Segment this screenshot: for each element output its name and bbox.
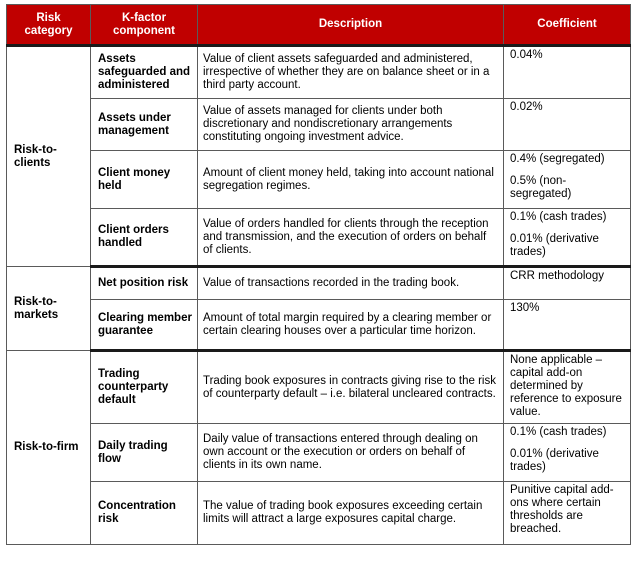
component-coefficient: 0.1% (cash trades) 0.01% (derivative trades) [504, 209, 631, 267]
header-risk-category: Risk category [7, 5, 91, 46]
table-row [7, 46, 631, 99]
component-description: Value of orders handled for clients through the reception and transmission, and the execution of orders on behalf of clients. [198, 209, 504, 267]
component-description: Daily value of transactions entered through dealing on own account or the execution or orders on behalf of clients in its own name. [198, 424, 504, 482]
component-coefficient: None applicable – capital add-on determined by reference to exposure value. [504, 351, 631, 424]
component-name: Trading counterparty default [91, 351, 198, 424]
table-row [7, 99, 631, 151]
component-name: Clearing member guarantee [91, 300, 198, 351]
component-coefficient: 0.1% (cash trades) 0.01% (derivative trades) [504, 424, 631, 482]
category-risk-to-firm: Risk-to-firm [7, 351, 91, 545]
header-description: Description [198, 5, 504, 46]
table-row [7, 209, 631, 267]
component-coefficient: 0.04% [504, 46, 631, 99]
table-row [7, 151, 631, 209]
component-coefficient: 0.02% [504, 99, 631, 151]
component-name: Assets safeguarded and administered [91, 46, 198, 99]
component-name: Client money held [91, 151, 198, 209]
category-risk-to-markets: Risk-to-markets [7, 267, 91, 351]
component-description: Value of client assets safeguarded and administered, irrespective of whether they are on balance sheet or in a third party account. [198, 46, 504, 99]
component-description: Value of assets managed for clients under both discretionary and nondiscretionary arrangements constituting ongoing investment advice. [198, 99, 504, 151]
table-row [7, 351, 631, 424]
component-description: Value of transactions recorded in the trading book. [198, 267, 504, 300]
component-name: Net position risk [91, 267, 198, 300]
component-name: Assets under management [91, 99, 198, 151]
header-k-factor-component: K-factor component [91, 5, 198, 46]
component-name: Client orders handled [91, 209, 198, 267]
header-coefficient: Coefficient [504, 5, 631, 46]
table-row [7, 482, 631, 545]
table-row [7, 300, 631, 351]
component-coefficient: CRR methodology [504, 267, 631, 300]
component-description: Amount of client money held, taking into account national segregation regimes. [198, 151, 504, 209]
component-name: Concentration risk [91, 482, 198, 545]
component-coefficient: 130% [504, 300, 631, 351]
table-header-row [7, 5, 631, 46]
component-coefficient: 0.4% (segregated) 0.5% (non-segregated) [504, 151, 631, 209]
k-factor-table [6, 4, 631, 545]
component-name: Daily trading flow [91, 424, 198, 482]
component-description: Amount of total margin required by a clearing member or certain clearing houses over a particular time horizon. [198, 300, 504, 351]
category-risk-to-clients: Risk-to-clients [7, 46, 91, 267]
table-row [7, 267, 631, 300]
component-coefficient: Punitive capital add-ons where certain thresholds are breached. [504, 482, 631, 545]
component-description: Trading book exposures in contracts giving rise to the risk of counterparty default – i.e. bilateral uncleared contracts. [198, 351, 504, 424]
component-description: The value of trading book exposures exceeding certain limits will attract a large exposures capital charge. [198, 482, 504, 545]
table-row [7, 424, 631, 482]
